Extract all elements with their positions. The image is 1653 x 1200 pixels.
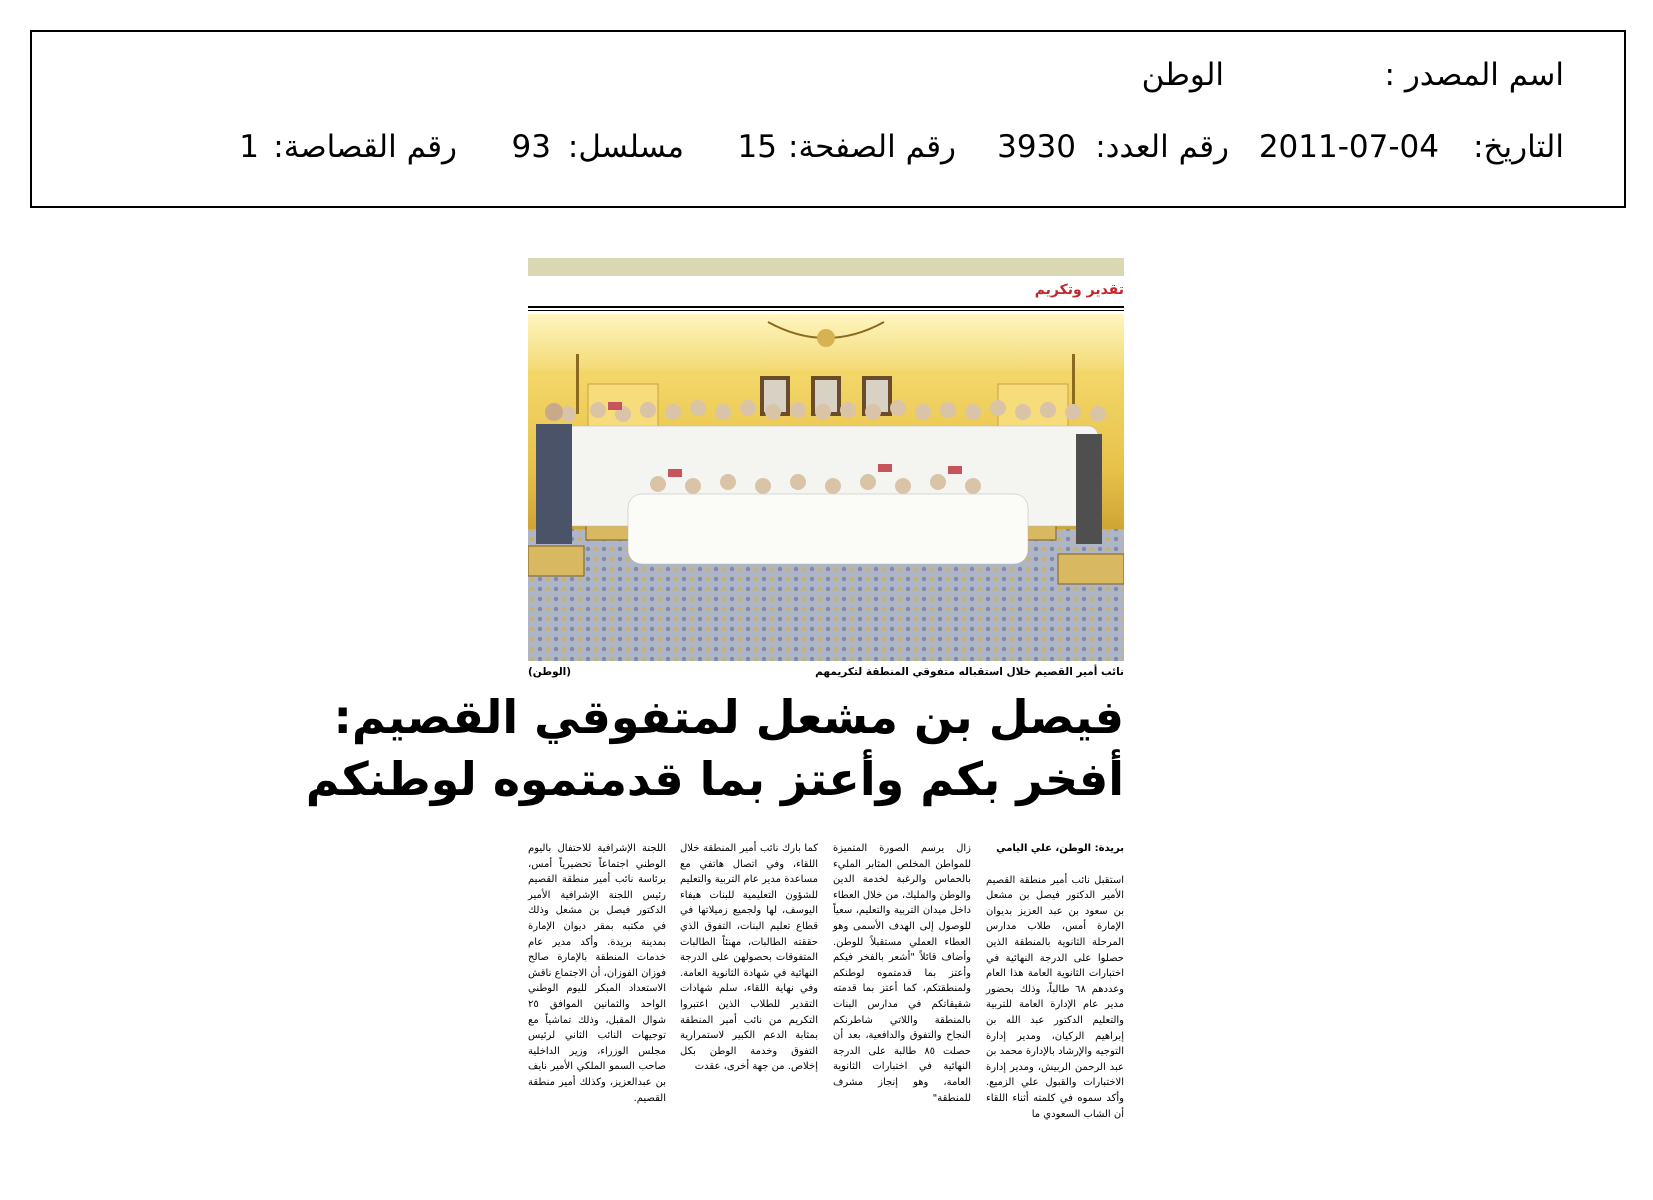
issue-label: رقم العدد: [1095, 129, 1229, 165]
source-label: اسم المصدر : [1384, 57, 1564, 93]
serial-label: مسلسل: [567, 129, 684, 165]
photo-illustration [528, 314, 1124, 661]
newspaper-clipping [305, 258, 1125, 1168]
page-label: رقم الصفحة: [788, 129, 956, 165]
article-column-3 [680, 841, 818, 1075]
clip-label: رقم القصاصة: [273, 129, 457, 165]
serial-value: 93 [511, 129, 551, 165]
headline-line-2: أفخر بكم وأعتز بما قدمتموه لوطنكم [305, 752, 1124, 806]
top-band [528, 258, 1124, 276]
column-2-text: زال يرسم الصورة المتميزة للمواطن المخلص المثابر المليء بالحماس والرغبة لخدمة الدين والوطن والمليك، من خلال العطاء داخل ميدان التربية والتعليم، سعياً للوصول إلى الهدف الأسمى وهو العطاء العملي مستقبلاً للوطن. وأضاف قائلاً "أشعر بالفخر فيكم وأعتز بما قدمتموه لوطنكم ولمنطقتكم، كما أعتز بما قدمته شقيقاتكم في مدارس البنات بالمنطقة واللاتي شاطرنكم النجاح والتفوق والدافعية، بعد أن حصلت ٨٥ طالبة على الدرجة النهائية في اختبارات الثانوية العامة، وهو إنجاز مشرف للمنطقة" [833, 843, 971, 1104]
photo-credit: (الوطن) [528, 666, 572, 678]
clipping-metadata-box [30, 30, 1626, 208]
section-label: تقدير وتكريم [1034, 282, 1124, 298]
page-value: 15 [737, 129, 777, 165]
issue-value: 3930 [997, 129, 1076, 165]
date-label: التاريخ: [1473, 129, 1564, 165]
article-column-4 [528, 841, 666, 1106]
date-value: 2011-07-04 [1258, 129, 1439, 165]
headline-line-1: فيصل بن مشعل لمتفوقي القصيم: [333, 690, 1124, 744]
byline: بريدة: الوطن، علي اليامي [996, 843, 1124, 854]
section-divider [528, 306, 1124, 308]
section-divider-thin [528, 310, 1124, 311]
article-column-2 [833, 841, 971, 1106]
article-column-1 [986, 841, 1124, 1122]
column-1-text: استقبل نائب أمير منطقة القصيم الأمير الدكتور فيصل بن مشعل بن سعود بن عبد العزيز بديوان الإمارة أمس، طلاب مدارس المرحلة الثانوية بالمنطقة الذين حصلوا على الدرجة النهائية في اختبارات الثانوية العامة هذا العام وعددهم ٦٨ طالباً، وذلك بحضور مدير عام الإدارة العامة للتربية والتعليم الدكتور عبد الله بن إبراهيم الركيان، ومدير إدارة التوجيه والإرشاد بالإدارة محمد بن عبد الرحمن الربيش، ومدير إدارة الاختبارات والقبول علي الزميع. وأكد سموه في كلمته أثناء اللقاء أن الشاب السعودي ما [986, 874, 1125, 1120]
column-4-text: اللجنة الإشرافية للاحتفال باليوم الوطني اجتماعاً تحضيرياً أمس، برئاسة نائب أمير منطقة القصيم رئيس اللجنة الإشرافية الأمير الدكتور فيصل بن مشعل وذلك في مكتبه بمقر ديوان الإمارة بمدينة بريدة. وأكد مدير عام خدمات المنطقة بالإمارة صالح فوزان الفوزان، أن الاجتماع ناقش الاستعداد المبكر لليوم الوطني الواحد والثمانين الموافق ٢٥ شوال المقبل، وذلك تماشياً مع توجيهات النائب الثاني لرئيس مجلس الوزراء، وزير الداخلية صاحب السمو الملكي الأمير نايف بن عبدالعزيز، وكذلك أمير منطقة القصيم. [528, 843, 666, 1104]
group-photo [528, 314, 1124, 661]
photo-caption: نائب أمير القصيم خلال استقباله متفوقي المنطقة لتكريمهم [815, 666, 1124, 678]
column-3-text: كما بارك نائب أمير المنطقة خلال اللقاء، وفي اتصال هاتفي مع مساعدة مدير عام التربية والتعليم للشؤون التعليمية للبنات هيفاء اليوسف، لها ولجميع زميلاتها في قطاع تعليم البنات، التفوق الذي حققته الطالبات، مهنئاً الطالبات المتفوقات بحصولهن على الدرجة النهائية في شهادة الثانوية العامة. وفي نهاية اللقاء، سلم شهادات التقدير للطلاب الذين اعتبروا التكريم من نائب أمير المنطقة بمثابة الدعم الكبير لاستمرارية التفوق وخدمة الوطن بكل إخلاص. من جهة أخرى، عقدت [680, 843, 818, 1073]
source-value: الوطن [1141, 57, 1224, 93]
clip-value: 1 [239, 129, 259, 165]
